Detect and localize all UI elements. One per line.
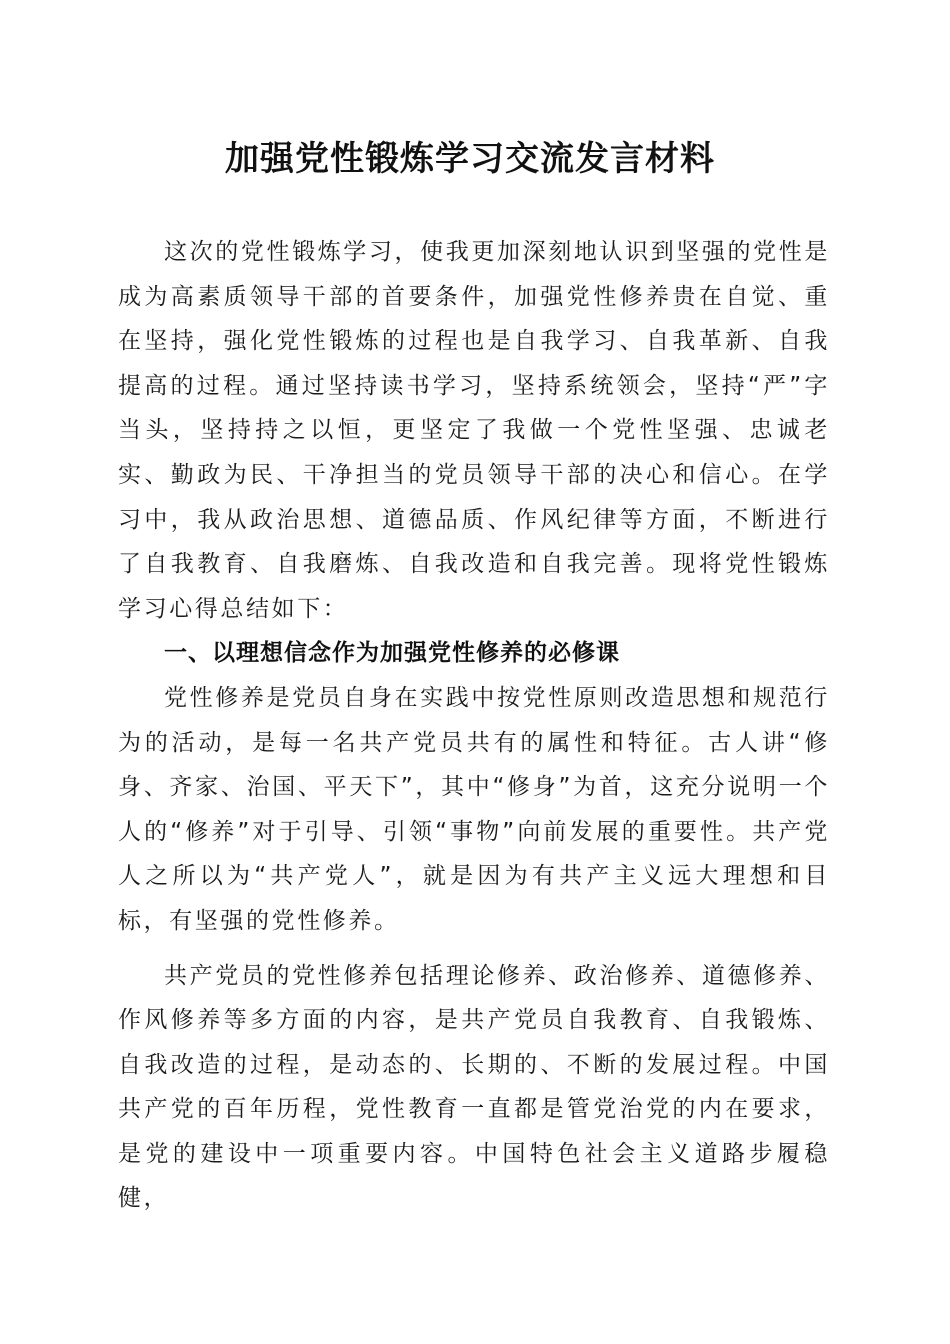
section-heading-1: 一、以理想信念作为加强党性修养的必修课: [164, 640, 620, 667]
paragraph-section-1-a: 党性修养是党员自身在实践中按党性原则改造思想和规范行为的活动，是每一名共产党员共有的属性和特征。古人讲“修身、齐家、治国、平天下”，其中“修身”为首，这充分说明一个人的“修养”对于引导、引领“事物”向前发展的重要性。共产党人之所以为“共产党人”，就是因为有共产主义远大理想和目标，有坚强的党性修养。: [118, 684, 830, 934]
paragraph-spacer: [118, 944, 830, 954]
document-title: 加强党性锻炼学习交流发言材料: [225, 139, 715, 179]
document-body: [118, 230, 830, 1221]
paragraph-intro: 这次的党性锻炼学习，使我更加深刻地认识到坚强的党性是成为高素质领导干部的首要条件，加强党性修养贵在自觉、重在坚持，强化党性锻炼的过程也是自我学习、自我革新、自我提高的过程。通过坚持读书学习，坚持系统领会，坚持“严”字当头，坚持持之以恒，更坚定了我做一个党性坚强、忠诚老实、勤政为民、干净担当的党员领导干部的决心和信心。在学习中，我从政治思想、道德品质、作风纪律等方面，不断进行了自我教育、自我磨炼、自我改造和自我完善。现将党性锻炼学习心得总结如下：: [118, 239, 830, 622]
paragraph-section-1-b: 共产党员的党性修养包括理论修养、政治修养、道德修养、作风修养等多方面的内容，是共产党员自我教育、自我锻炼、自我改造的过程，是动态的、长期的、不断的发展过程。中国共产党的百年历程，党性教育一直都是管党治党的内在要求，是党的建设中一项重要内容。中国特色社会主义道路步履稳健，: [118, 962, 830, 1212]
